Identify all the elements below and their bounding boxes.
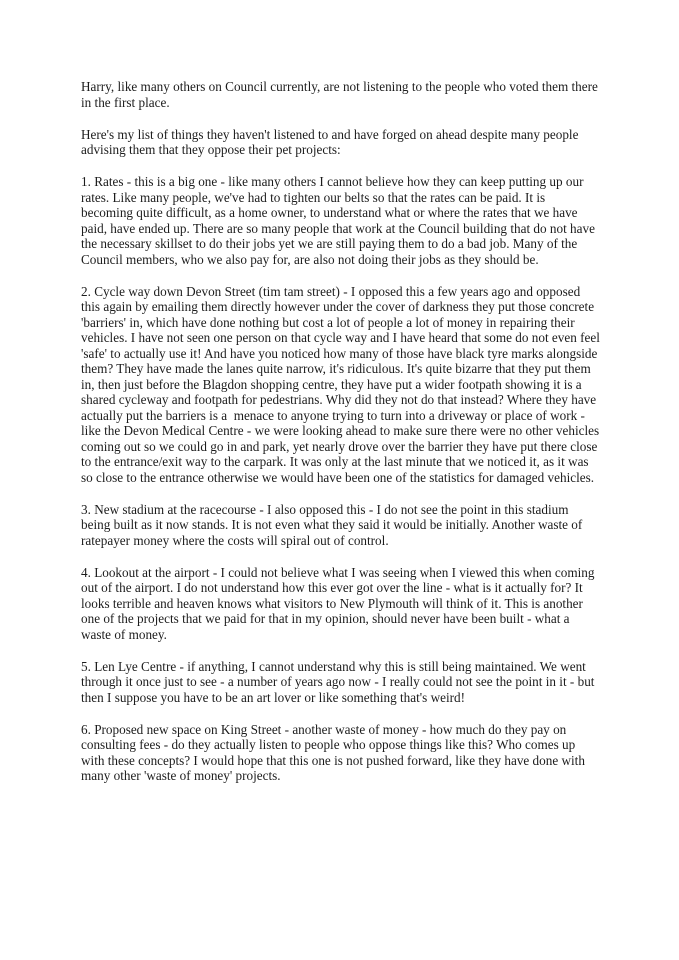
paragraph-intro: Harry, like many others on Council currently, are not listening to the people who voted them there in the first place. <box>81 79 602 110</box>
paragraph-list-intro: Here's my list of things they haven't listened to and have forged on ahead despite many people advising them that they oppose their pet projects: <box>81 126 582 157</box>
paragraph-item-3-stadium: 3. New stadium at the racecourse - I also opposed this - I do not see the point in this stadium being built as it now stands. It is not even what they said it would be initially. Another waste of ratepayer money where the costs will spiral out of control. <box>81 501 586 548</box>
paragraph-item-5-len-lye-centre: 5. Len Lye Centre - if anything, I cannot understand why this is still being maintained. We went through it once just to see - a number of years ago now - I really could not see the point in it - but then I suppose you have to be an art lover or like something that's weird! <box>81 658 598 705</box>
paragraph-item-2-cycleway: 2. Cycle way down Devon Street (tim tam street) - I opposed this a few years ago and opposed this again by emailing them directly however under the cover of darkness they put those concrete 'barriers' in, which have done nothing but cost a lot of people a lot of money in repairing their vehicles. I have not seen one person on that cycle way and I have heard that some do not even feel 'safe' to actually use it! And have you noticed how many of those have black tyre marks alongside them? They have made the lanes quite narrow, it's ridiculous. It's quite bizarre that they put them in, then just before the Blagdon shopping centre, they have put a wider footpath showing it is a shared cycleway and footpath for pedestrians. Why did they not do that instead? Where they have actually put the barriers is a menace to anyone trying to turn into a driveway or place of work - like the Devon Medical Centre - we were looking ahead to make sure there were no other vehicles coming out so we could go in and park, yet nearly drove over the barrier they have put there close to the entrance/exit way to the carpark. It was only at the last minute that we noticed it, as it was so close to the entrance otherwise we would have been one of the statistics for damaged vehicles. <box>81 283 604 485</box>
paragraph-item-4-airport-lookout: 4. Lookout at the airport - I could not believe what I was seeing when I viewed this when coming out of the airport. I do not understand how this ever got over the line - what is it actually for? It looks terrible and heaven knows what visitors to New Plymouth will think of it. This is another one of the projects that we paid for that in my opinion, should never have been built - what a waste of money. <box>81 564 598 642</box>
paragraph-item-1-rates: 1. Rates - this is a big one - like many others I cannot believe how they can keep putting up our rates. Like many people, we've had to tighten our belts so that the rates can be paid. It is becoming quite difficult, as a home owner, to understand what or where the rates that we have paid, have ended up. There are so many people that work at the Council building that do not have the necessary skillset to do their jobs yet we are still paying them to do a bad job. Many of the Council members, who we also pay for, are also not doing their jobs as they should be. <box>81 174 599 267</box>
paragraph-item-6-king-street: 6. Proposed new space on King Street - another waste of money - how much do they pay on consulting fees - do they actually listen to people who oppose things like this? Who comes up with these concepts? I would hope that this one is not pushed forward, like they have done with many other 'waste of money' projects. <box>81 721 589 783</box>
document-body <box>81 79 604 784</box>
